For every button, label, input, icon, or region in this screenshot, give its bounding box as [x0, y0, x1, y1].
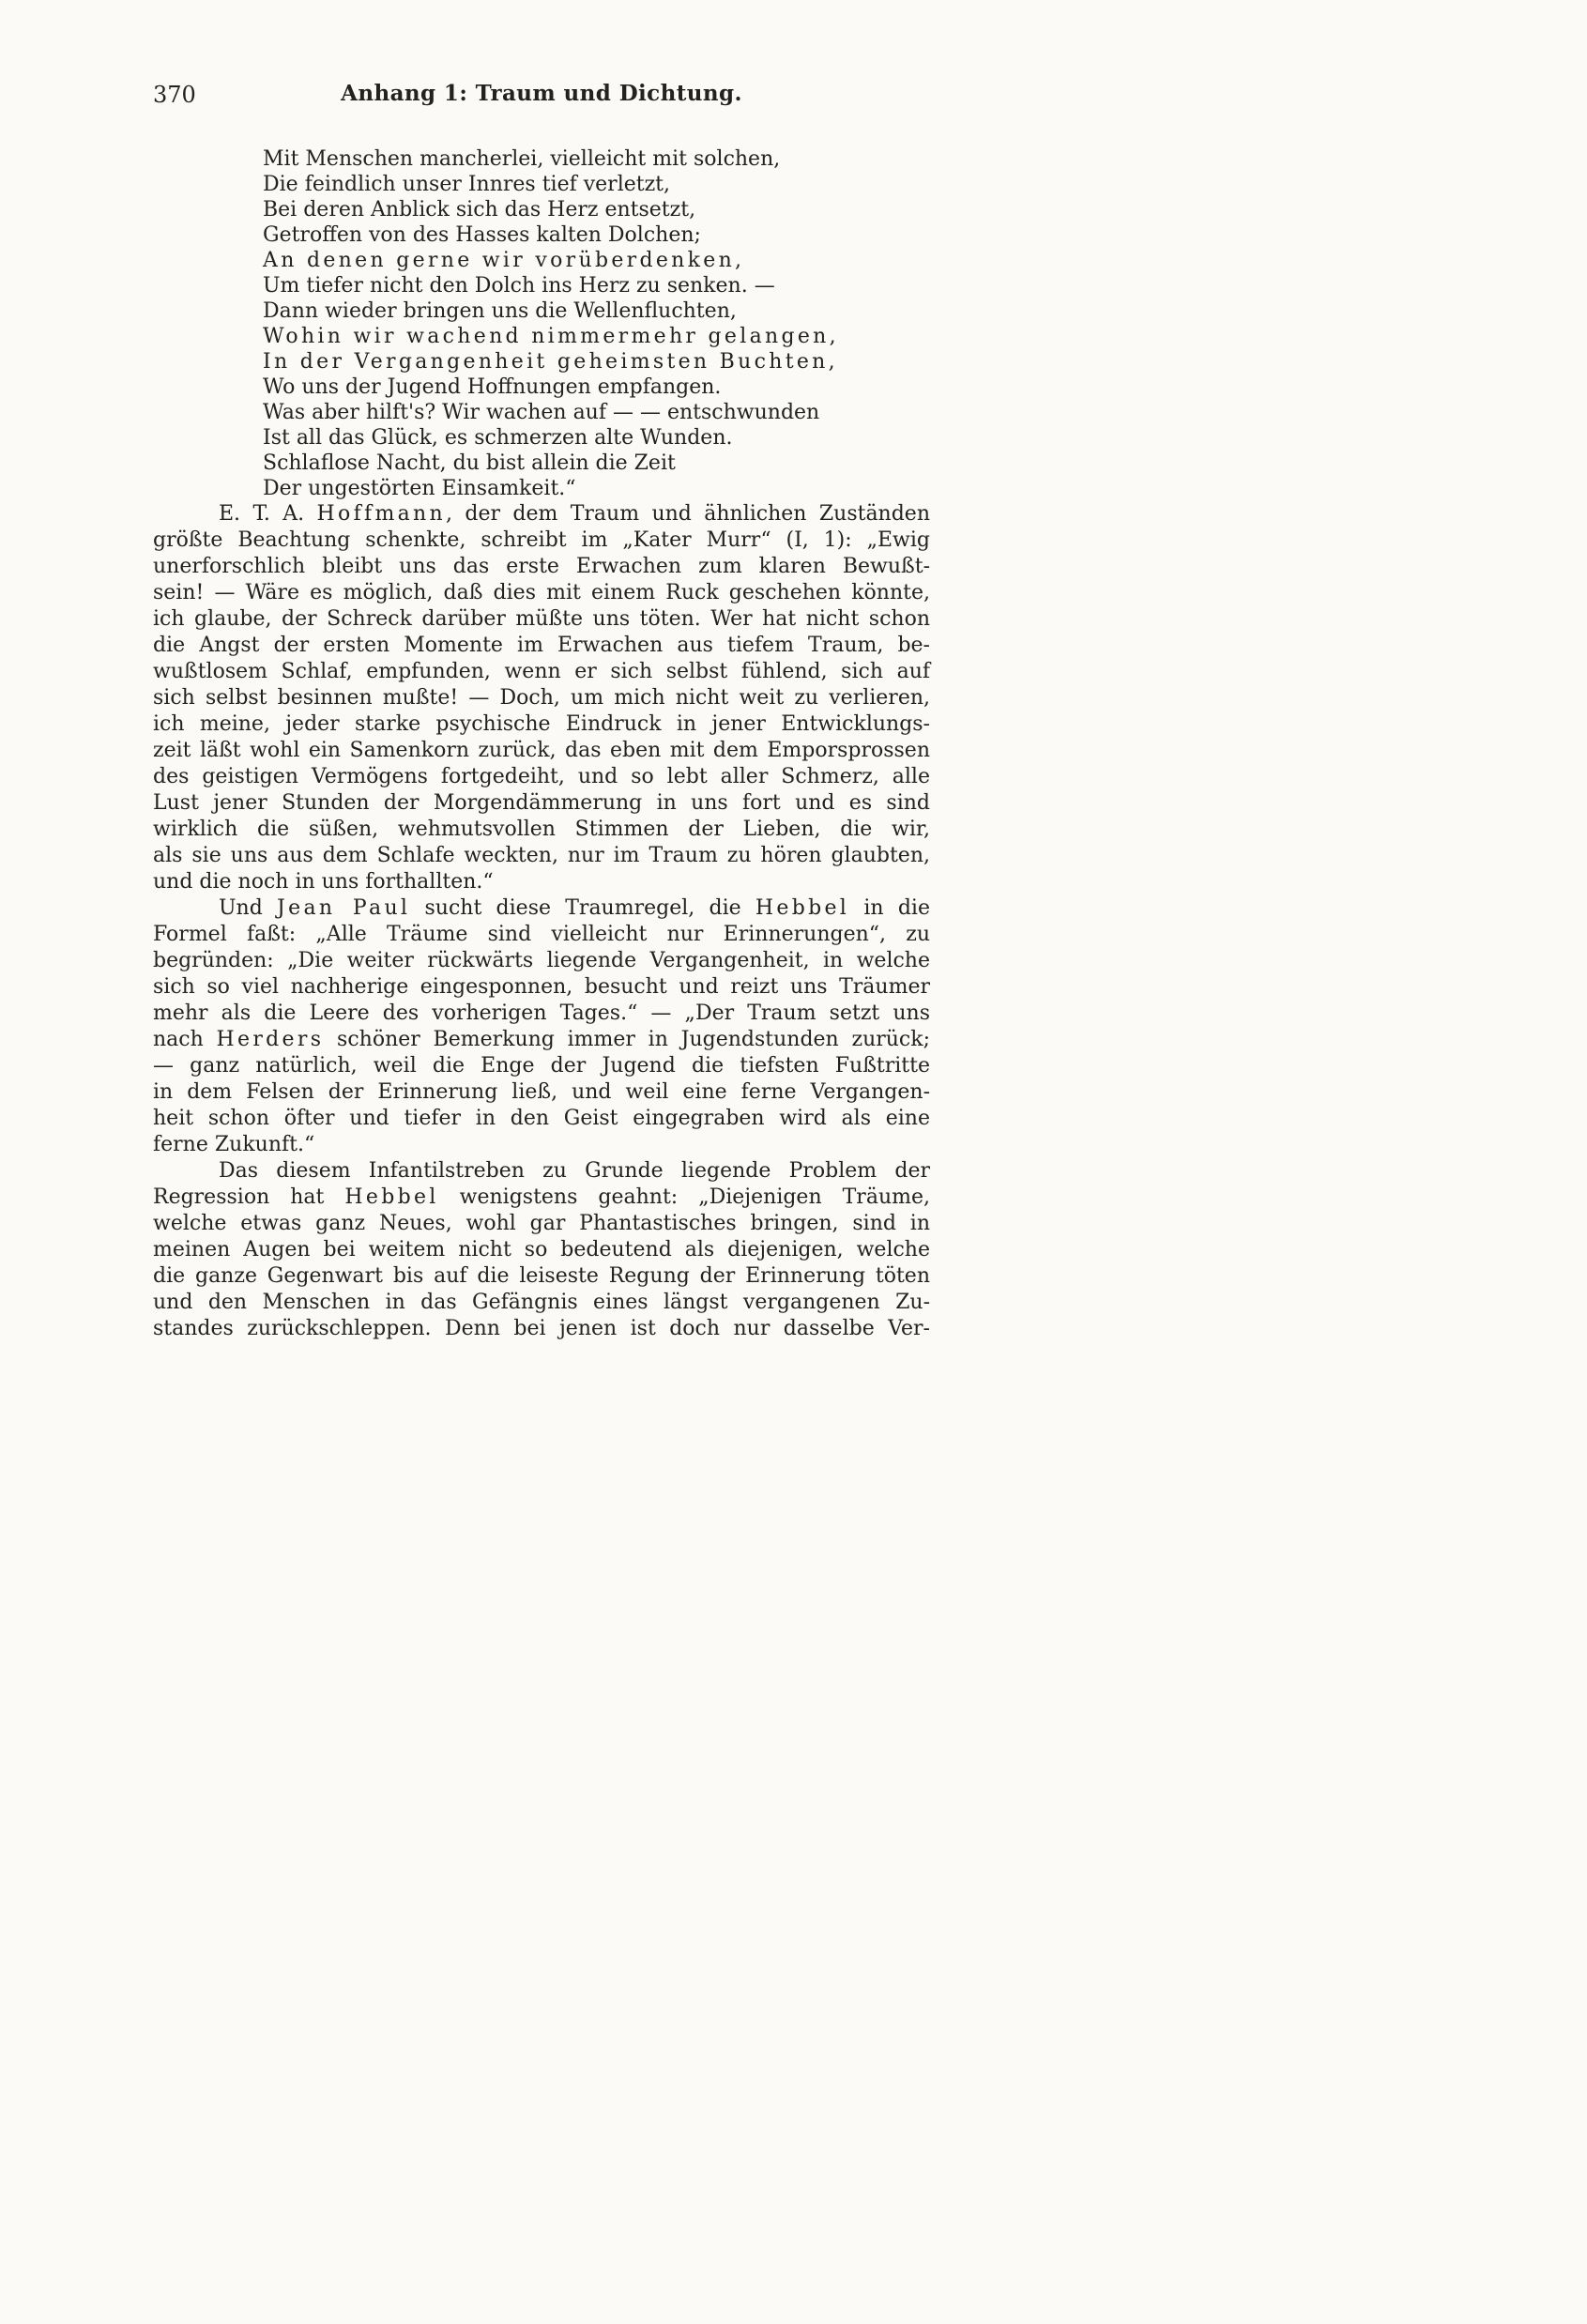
text-segment: Formel faßt: „Alle Träume sind vielleicht nur Erinnerungen“, zu	[153, 923, 930, 946]
text-segment: und den Menschen in das Gefängnis eines längst vergangenen Zu-	[153, 1291, 930, 1314]
text-segment: Lust jener Stunden der Morgendämmerung in uns fort und es sind	[153, 791, 930, 815]
text-line	[153, 1079, 930, 1106]
text-segment: sich selbst besinnen mußte! — Doch, um mich nicht weit zu verlieren,	[153, 686, 930, 710]
text-line	[153, 1158, 930, 1185]
text-line	[263, 146, 930, 172]
text-segment: wirklich die süßen, wehmutsvollen Stimmen der Lieben, die wir,	[153, 818, 930, 841]
text-segment: sucht diese Traumregel, die	[410, 896, 755, 920]
text-line	[153, 1106, 930, 1132]
text-segment: wenigstens geahnt: „Diejenigen Träume,	[438, 1185, 930, 1209]
text-segment: ferne Zukunft.“	[153, 1133, 315, 1156]
text-segment: begründen: „Die weiter rückwärts liegende Vergangenheit, in welche	[153, 949, 930, 972]
text-line	[263, 222, 930, 248]
text-segment: Was aber hilft's? Wir wachen auf — — entschwunden	[263, 401, 820, 424]
text-segment: unerforschlich bleibt uns das erste Erwachen zum klaren Bewußt-	[153, 555, 930, 578]
text-line	[153, 974, 930, 1001]
text-line	[263, 197, 930, 222]
emphasized-text: Hebbel	[755, 896, 850, 920]
text-line	[263, 298, 930, 324]
text-line	[153, 685, 930, 711]
text-segment: und die noch in uns forthallten.“	[153, 870, 494, 894]
text-line	[153, 1237, 930, 1263]
text-line	[153, 922, 930, 948]
text-line	[153, 659, 930, 685]
text-segment: in die	[849, 896, 930, 920]
page-header	[153, 81, 930, 111]
text-segment: die ganze Gegenwart bis auf die leiseste Regung der Erinnerung töten	[153, 1264, 930, 1288]
text-line	[153, 501, 930, 527]
emphasized-text: Wohin wir wachend nimmermehr gelangen,	[263, 325, 839, 348]
text-line	[153, 1027, 930, 1053]
text-segment: Das diesem Infantilstreben zu Grunde liegende Problem der	[219, 1159, 930, 1183]
emphasized-text: In der Vergangenheit geheimsten Buchten,	[263, 350, 838, 374]
text-segment: standes zurückschleppen. Denn bei jenen ist doch nur dasselbe Ver-	[153, 1317, 930, 1340]
text-line	[153, 1132, 930, 1158]
text-line	[153, 790, 930, 817]
text-segment: Regression hat	[153, 1185, 345, 1209]
text-line	[153, 948, 930, 974]
text-segment: des geistigen Vermögens fortgedeiht, und so lebt aller Schmerz, alle	[153, 765, 930, 788]
text-line	[263, 425, 930, 451]
text-line	[153, 1053, 930, 1079]
text-segment: Der ungestörten Einsamkeit.“	[263, 477, 576, 500]
text-segment: Um tiefer nicht den Dolch ins Herz zu senken. —	[263, 274, 775, 298]
text-line	[153, 895, 930, 922]
text-segment: größte Beachtung schenkte, schreibt im „Kater Murr“ (I, 1): „Ewig	[153, 528, 930, 552]
text-segment: die Angst der ersten Momente im Erwachen aus tiefem Traum, be-	[153, 634, 930, 657]
text-segment: heit schon öfter und tiefer in den Geist eingegraben wird als eine	[153, 1107, 930, 1130]
text-segment: ich glaube, der Schreck darüber müßte uns töten. Wer hat nicht schon	[153, 607, 930, 631]
text-line	[263, 400, 930, 425]
text-line	[153, 1211, 930, 1237]
running-title: Anhang 1: Traum und Dichtung.	[341, 81, 742, 106]
page-number: 370	[153, 82, 196, 108]
text-line	[153, 580, 930, 606]
text-line	[263, 273, 930, 298]
text-line	[153, 1001, 930, 1027]
text-segment: zeit läßt wohl ein Samenkorn zurück, das eben mit dem Emporsprossen	[153, 739, 930, 762]
text-segment: Dann wieder bringen uns die Wellenfluchten,	[263, 299, 737, 323]
text-line	[153, 711, 930, 738]
text-line	[153, 554, 930, 580]
text-segment: E. T. A.	[219, 502, 317, 526]
text-line	[153, 1185, 930, 1211]
emphasized-text: Hoffmann	[316, 502, 446, 526]
text-segment: Getroffen von des Hasses kalten Dolchen;	[263, 223, 701, 247]
poem	[263, 146, 930, 501]
text-segment: mehr als die Leere des vorherigen Tages.“ — „Der Traum setzt uns	[153, 1001, 930, 1025]
text-segment: nach	[153, 1028, 217, 1051]
emphasized-text: Jean Paul	[277, 896, 411, 920]
text-line	[263, 375, 930, 400]
text-line	[153, 633, 930, 659]
text-line	[153, 1316, 930, 1342]
text-segment: sein! — Wäre es möglich, daß dies mit einem Ruck geschehen könnte,	[153, 581, 930, 604]
text-line	[263, 248, 930, 273]
text-line	[153, 1290, 930, 1316]
emphasized-text: Hebbel	[344, 1185, 439, 1209]
text-line	[153, 843, 930, 869]
paragraph	[153, 501, 930, 895]
text-segment: Und	[219, 896, 278, 920]
text-segment: schöner Bemerkung immer in Jugendstunden zurück;	[324, 1028, 930, 1051]
paragraph	[153, 1158, 930, 1342]
text-line	[153, 527, 930, 554]
text-line	[263, 451, 930, 476]
text-segment: Wo uns der Jugend Hoffnungen empfangen.	[263, 375, 722, 399]
text-line	[153, 606, 930, 633]
text-line	[263, 476, 930, 501]
text-segment: als sie uns aus dem Schlafe weckten, nur im Traum zu hören glaubten,	[153, 844, 930, 867]
text-segment: Bei deren Anblick sich das Herz entsetzt,	[263, 198, 696, 222]
text-line	[153, 764, 930, 790]
text-line	[153, 1263, 930, 1290]
text-segment: — ganz natürlich, weil die Enge der Jugend die tiefsten Fußtritte	[153, 1054, 930, 1078]
text-segment: meinen Augen bei weitem nicht so bedeutend als diejenigen, welche	[153, 1238, 930, 1261]
text-block	[153, 146, 930, 1342]
emphasized-text: Herders	[216, 1028, 325, 1051]
text-segment: ich meine, jeder starke psychische Eindruck in jener Entwicklungs-	[153, 712, 930, 736]
text-segment: sich so viel nachherige eingesponnen, besucht und reizt uns Träumer	[153, 975, 930, 999]
text-segment: , der dem Traum und ähnlichen Zuständen	[445, 502, 930, 526]
text-line	[153, 817, 930, 843]
text-segment: Schlaflose Nacht, du bist allein die Zeit	[263, 451, 676, 475]
paragraph	[153, 895, 930, 1158]
text-segment: Mit Menschen mancherlei, vielleicht mit solchen,	[263, 147, 781, 171]
text-segment: in dem Felsen der Erinnerung ließ, und weil eine ferne Vergangen-	[153, 1080, 930, 1104]
text-line	[153, 738, 930, 764]
emphasized-text: An denen gerne wir vorüberdenken,	[263, 249, 745, 272]
text-line	[263, 349, 930, 375]
text-line	[263, 172, 930, 197]
paragraphs	[153, 501, 930, 1342]
text-line	[153, 869, 930, 895]
text-segment: Ist all das Glück, es schmerzen alte Wunden.	[263, 426, 733, 450]
text-line	[263, 324, 930, 349]
text-segment: Die feindlich unser Innres tief verletzt,	[263, 173, 671, 196]
text-segment: wußtlosem Schlaf, empfunden, wenn er sich selbst fühlend, sich auf	[153, 660, 930, 683]
text-segment: welche etwas ganz Neues, wohl gar Phantastisches bringen, sind in	[153, 1212, 930, 1235]
